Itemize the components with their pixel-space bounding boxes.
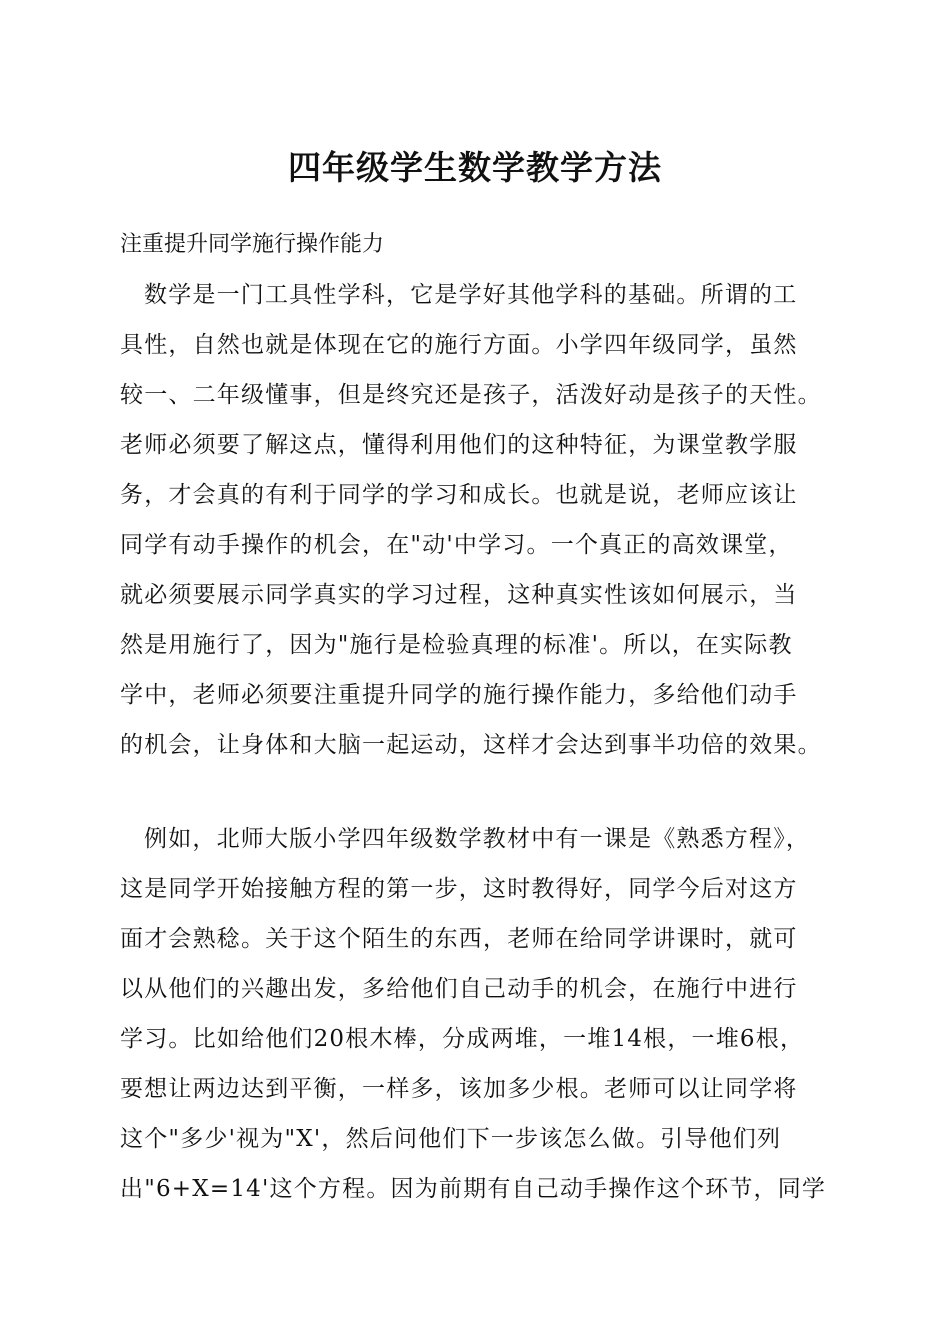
- paragraph-line: 这个"多少'视为"X'，然后问他们下一步该怎么做。引导他们列: [120, 1126, 782, 1152]
- paragraph-line: 同学有动手操作的机会，在"动'中学习。一个真正的高效课堂，: [120, 532, 793, 558]
- paragraph-1: [120, 270, 840, 770]
- paragraph-2: [120, 814, 840, 1214]
- paragraph-line: 务，才会真的有利于同学的学习和成长。也就是说，老师应该让: [120, 482, 798, 508]
- section-heading: 注重提升同学施行操作能力: [120, 232, 385, 257]
- paragraph-line: 面才会熟稔。关于这个陌生的东西，老师在给同学讲课时，就可: [120, 926, 798, 952]
- paragraph-line: 然是用施行了，因为"施行是检验真理的标准'。所以，在实际教: [120, 632, 793, 658]
- paragraph-line: 要想让两边达到平衡，一样多，该加多少根。老师可以让同学将: [120, 1076, 798, 1102]
- paragraph-line: 出"6+X=14'这个方程。因为前期有自己动手操作这个环节，同学: [120, 1176, 827, 1202]
- paragraph-line: 数学是一门工具性学科，它是学好其他学科的基础。所谓的工: [144, 282, 798, 308]
- paragraph-line: 学中，老师必须要注重提升同学的施行操作能力，多给他们动手: [120, 682, 798, 708]
- paragraph-line: 这是同学开始接触方程的第一步，这时教得好，同学今后对这方: [120, 876, 798, 902]
- paragraph-line: 的机会，让身体和大脑一起运动，这样才会达到事半功倍的效果。: [120, 732, 822, 758]
- paragraph-line: 学习。比如给他们20根木棒，分成两堆，一堆14根，一堆6根，: [120, 1026, 805, 1052]
- paragraph-line: 以从他们的兴趣出发，多给他们自己动手的机会，在施行中进行: [120, 976, 798, 1002]
- paragraph-line: 就必须要展示同学真实的学习过程，这种真实性该如何展示，当: [120, 582, 798, 608]
- paragraph-line: 例如，北师大版小学四年级数学教材中有一课是《熟悉方程》，: [144, 826, 811, 852]
- paragraph-line: 老师必须要了解这点，懂得利用他们的这种特征，为课堂教学服: [120, 432, 798, 458]
- document-title: 四年级学生数学教学方法: [288, 148, 662, 187]
- paragraph-line: 具性，自然也就是体现在它的施行方面。小学四年级同学，虽然: [120, 332, 798, 358]
- paragraph-line: 较一、二年级懂事，但是终究还是孩子，活泼好动是孩子的天性。: [120, 382, 822, 408]
